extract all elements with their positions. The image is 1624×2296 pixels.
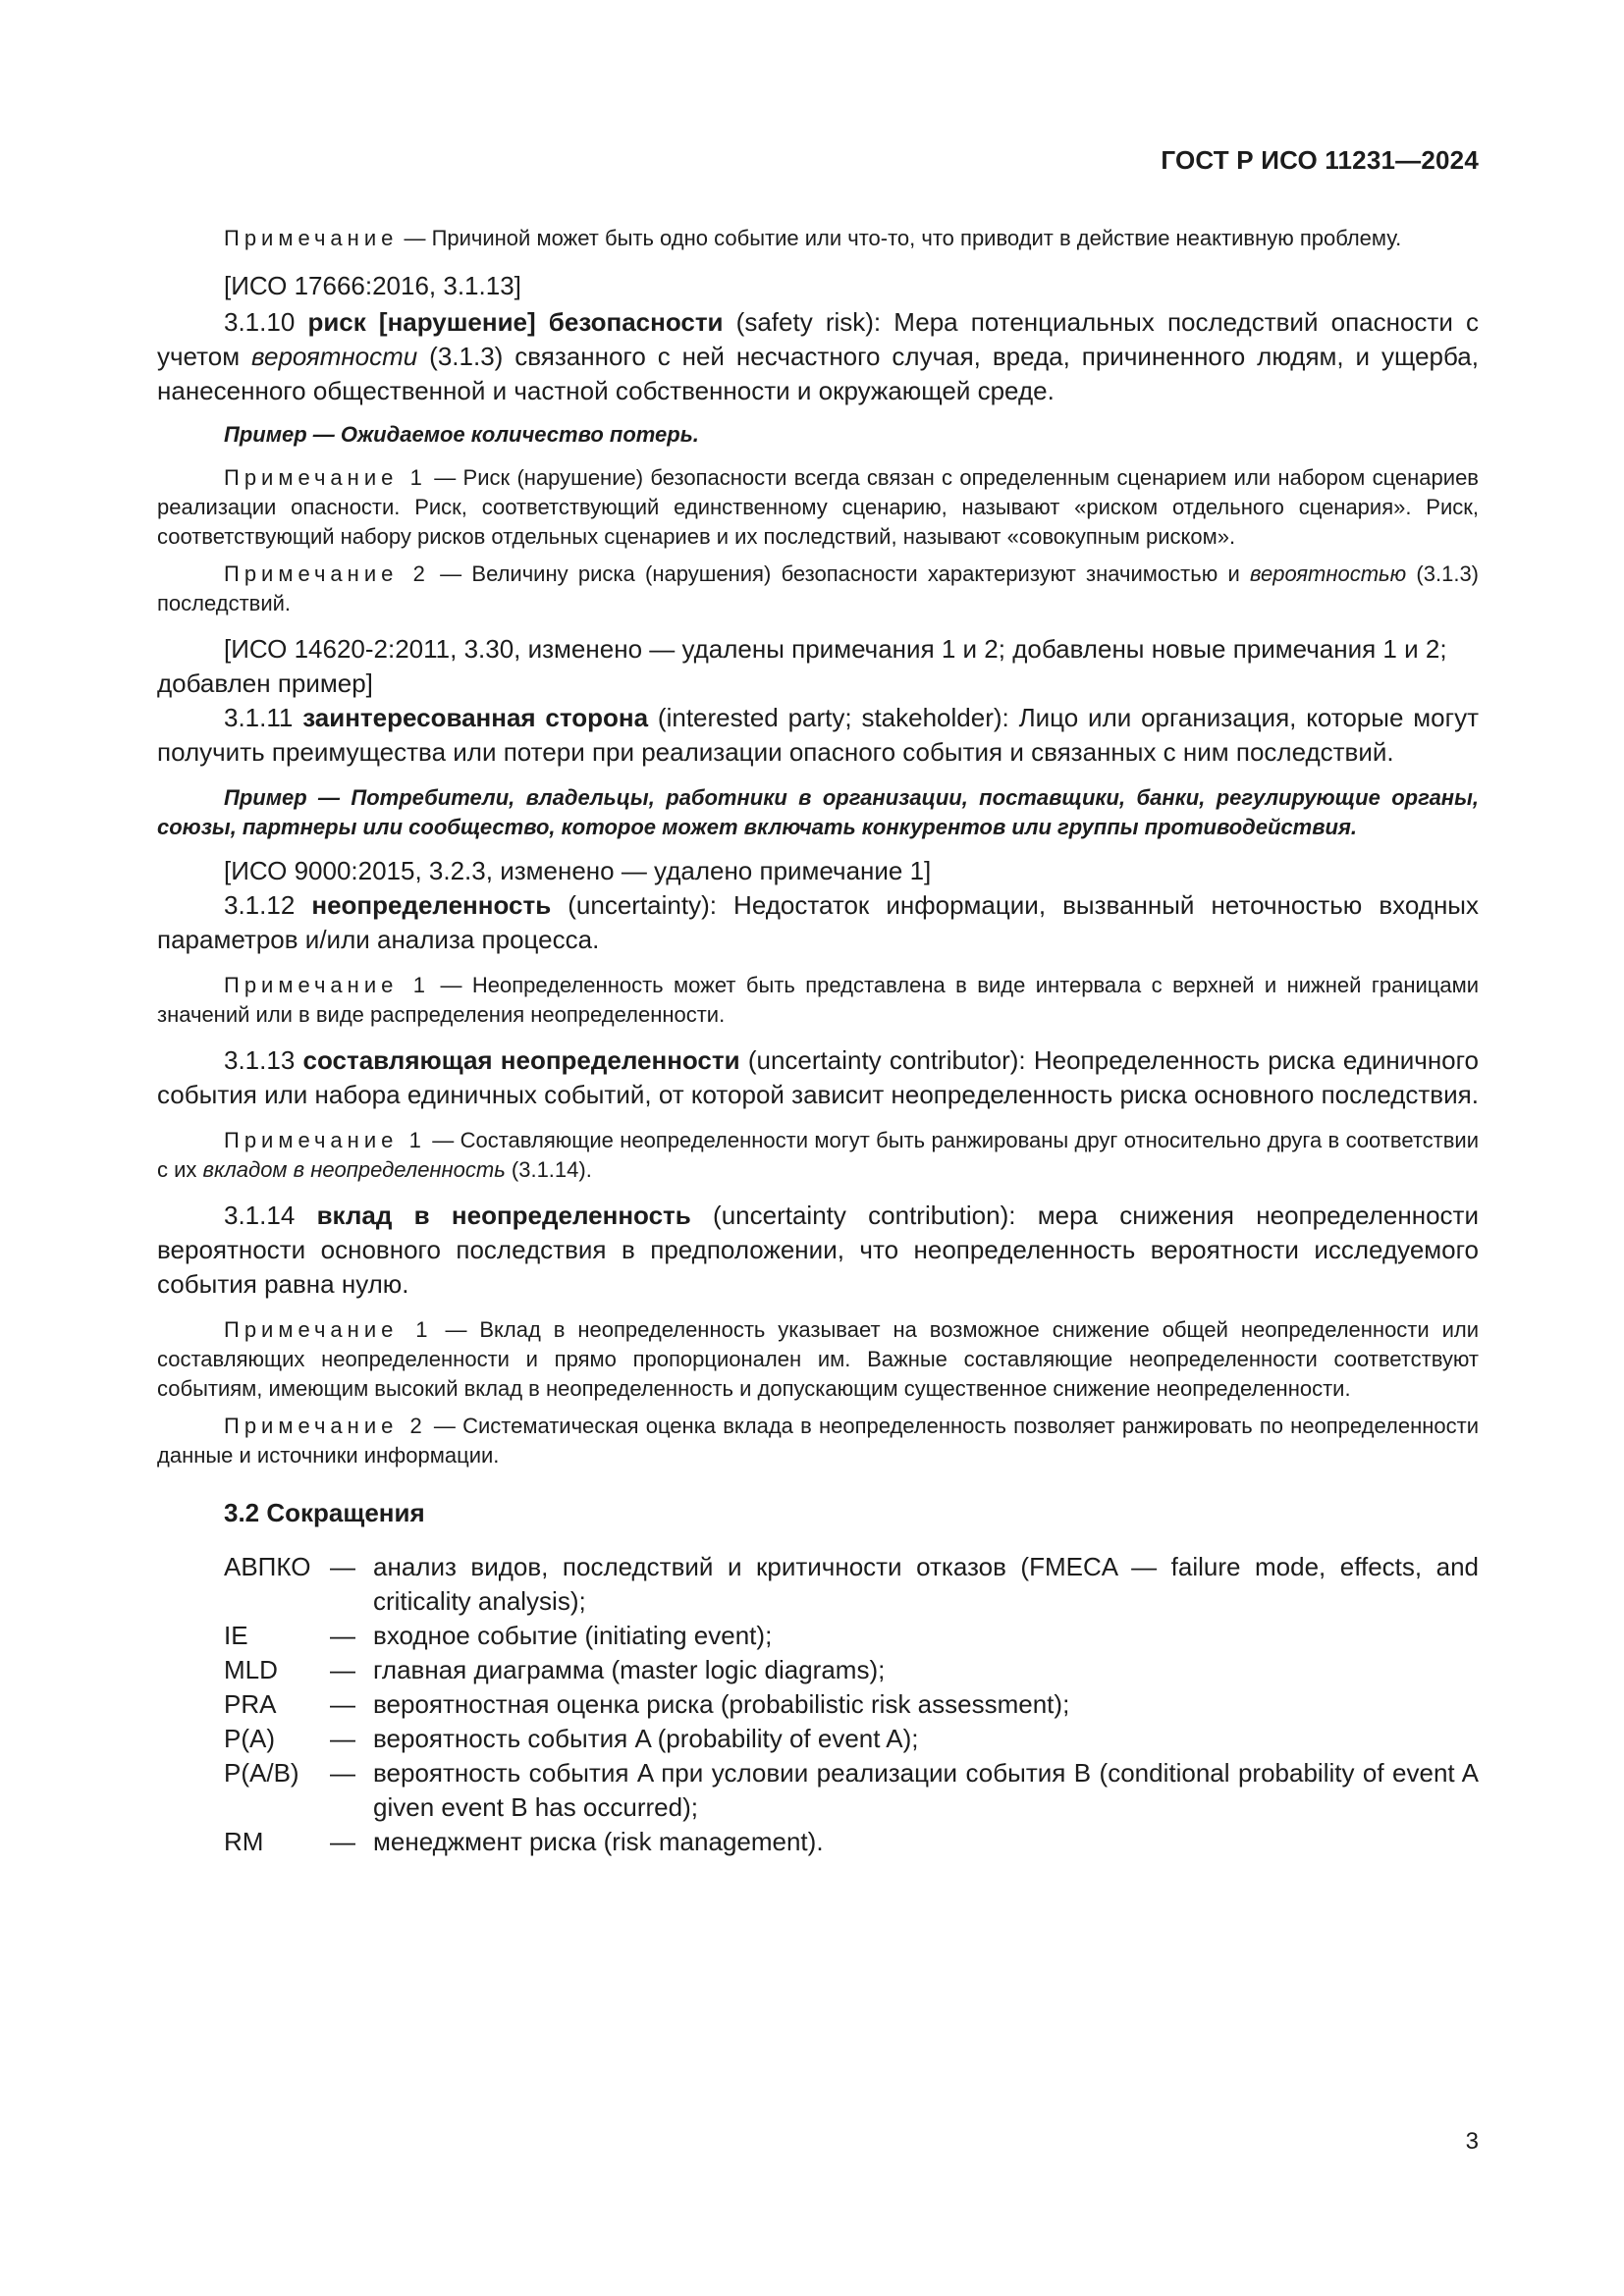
- note-text: — Причиной может быть одно событие или что-то, что приводит в действие неактивную проблему.: [398, 226, 1402, 250]
- term-english: (uncertainty contributor):: [739, 1045, 1034, 1075]
- term-title: риск [нарушение] безопасности: [307, 307, 724, 337]
- document-header: ГОСТ Р ИСО 11231—2024: [1161, 145, 1479, 175]
- note-text-cont: (3.1.14).: [505, 1157, 592, 1182]
- abbreviation-code: АВПКО: [224, 1552, 311, 1581]
- abbreviation-dash: —: [330, 1552, 355, 1581]
- term-title: вклад в неопределенность: [316, 1201, 691, 1230]
- example: Пример — Потребители, владельцы, работники в организации, поставщики, банки, регулирующие органы, союзы, партнеры или сообщество, которое может включать конкурентов или группы противодействия.: [157, 785, 1479, 839]
- note-text: — Величину риска (нарушения) безопасности характеризуют значимостью и: [429, 561, 1251, 586]
- note-text: — Составляющие неопределенности могут быть ранжированы друг относительно друга в соответствии с их: [157, 1128, 1480, 1182]
- abbreviation-dash: —: [330, 1655, 355, 1684]
- note-label: Примечание 1: [224, 1317, 433, 1342]
- term-entry-3-1-13: [157, 1043, 1479, 1112]
- term-number: 3.1.10: [224, 307, 308, 337]
- note: [157, 1126, 1479, 1185]
- term-english: (uncertainty contribution):: [690, 1201, 1038, 1230]
- abbreviation-row: [224, 1825, 1479, 1859]
- term-entry-3-1-10: [157, 305, 1479, 408]
- term-definition: Неопределенность риска единичного события или набора единичных событий, от которой зависит неопределенность риска основного последствия.: [157, 1045, 1480, 1109]
- note-text: — Вклад в неопределенность указывает на возможное снижение общей неопределенности или составляющих неопределенности и прямо пропорционален им. Важные составляющие неопределенности соответствуют событиям, имеющим высокий вклад в неопределенность и допускающим существенное снижение неопределенности.: [157, 1317, 1480, 1401]
- term-definition: Недостаток информации, вызванный неточностью входных параметров и/или анализа процесса.: [157, 890, 1479, 954]
- abbreviation-description: главная диаграмма (master logic diagrams);: [373, 1655, 886, 1684]
- note: [157, 463, 1479, 552]
- abbreviation-description: вероятностная оценка риска (probabilistic risk assessment);: [373, 1689, 1070, 1719]
- abbreviation-row: [224, 1687, 1479, 1722]
- abbreviation-row: [224, 1756, 1479, 1825]
- abbreviation-code: P(A): [224, 1724, 275, 1753]
- term-definition: Мера потенциальных последствий опасности с учетом: [157, 307, 1480, 371]
- term-title: заинтересованная сторона: [302, 703, 649, 732]
- note: [157, 224, 1479, 253]
- abbreviation-code: MLD: [224, 1655, 278, 1684]
- abbreviation-code: RM: [224, 1827, 264, 1856]
- abbreviation-dash: —: [330, 1621, 355, 1650]
- term-definition: Лицо или организация, которые могут получить преимущества или потери при реализации опасного события и связанных с ним последствий.: [157, 703, 1479, 767]
- abbreviations-list: [224, 1550, 1479, 1859]
- abbreviation-description: менеджмент риска (risk management).: [373, 1827, 824, 1856]
- term-english: (interested party; stakeholder):: [648, 703, 1019, 732]
- page-number: 3: [1465, 2128, 1479, 2155]
- note-text: — Риск (нарушение) безопасности всегда связан с определенным сценарием или набором сценариев реализации опасности. Риск, соответствующий единственному сценарию, называют «риском отдельного сценария». Риск, соответствующий набору рисков отдельных сценариев и их последствий, называют «совокупным риском».: [157, 465, 1479, 549]
- term-crossref: вероятности: [251, 342, 418, 371]
- source-reference: [ИСО 14620-2:2011, 3.30, изменено — удалены примечания 1 и 2; добавлены новые примечания 1 и 2; добавлен пример]: [157, 634, 1447, 698]
- note-crossref: вероятностью: [1250, 561, 1407, 586]
- example: Пример — Ожидаемое количество потерь.: [224, 422, 699, 447]
- note-crossref: вкладом в неопределенность: [202, 1157, 506, 1182]
- term-title: составляющая неопределенности: [302, 1045, 740, 1075]
- note: [157, 1412, 1479, 1470]
- note: [157, 560, 1479, 618]
- abbreviation-dash: —: [330, 1724, 355, 1753]
- term-definition-cont: (3.1.3) связанного с ней несчастного случая, вреда, причиненного людям, и ущерба, нанесенного общественной и частной собственности и окружающей среде.: [157, 342, 1479, 405]
- term-english: (uncertainty):: [551, 890, 734, 920]
- note-label: Примечание 2: [224, 1414, 427, 1438]
- note-label: Примечание: [224, 226, 399, 250]
- term-title: неопределенность: [311, 890, 552, 920]
- abbreviation-row: [224, 1550, 1479, 1619]
- abbreviation-row: [224, 1653, 1479, 1687]
- note-text: — Систематическая оценка вклада в неопределенность позволяет ранжировать по неопределенности данные и источники информации.: [157, 1414, 1479, 1468]
- term-entry-3-1-12: [157, 888, 1479, 957]
- term-number: 3.1.14: [224, 1201, 317, 1230]
- abbreviation-dash: —: [330, 1758, 355, 1788]
- abbreviation-dash: —: [330, 1827, 355, 1856]
- term-number: 3.1.13: [224, 1045, 303, 1075]
- abbreviation-code: P(A/B): [224, 1758, 299, 1788]
- abbreviation-description: входное событие (initiating event);: [373, 1621, 773, 1650]
- abbreviation-description: вероятность события A при условии реализации события B (conditional probability of event A given event B has occurred);: [373, 1758, 1479, 1822]
- note-label: Примечание 1: [224, 973, 431, 997]
- note-label: Примечание 1: [224, 1128, 426, 1152]
- abbreviation-code: IE: [224, 1621, 248, 1650]
- term-english: (safety risk):: [723, 307, 894, 337]
- abbreviation-description: вероятность события A (probability of event A);: [373, 1724, 919, 1753]
- note-text-cont: (3.1.3) последствий.: [157, 561, 1479, 615]
- abbreviation-dash: —: [330, 1689, 355, 1719]
- source-reference: [ИСО 17666:2016, 3.1.13]: [224, 271, 521, 300]
- abbreviation-code: PRA: [224, 1689, 277, 1719]
- document-body: [157, 224, 1479, 1859]
- section-title: 3.2 Сокращения: [224, 1498, 425, 1527]
- note: [157, 1315, 1479, 1404]
- term-number: 3.1.12: [224, 890, 312, 920]
- term-definition: мера снижения неопределенности вероятности основного последствия в предположении, что неопределенность вероятности исследуемого события равна нулю.: [157, 1201, 1479, 1299]
- term-number: 3.1.11: [224, 703, 303, 732]
- abbreviation-row: [224, 1722, 1479, 1756]
- note: [157, 971, 1479, 1030]
- note-label: Примечание 2: [224, 561, 430, 586]
- note-label: Примечание 1: [224, 465, 427, 490]
- source-reference: [ИСО 9000:2015, 3.2.3, изменено — удалено примечание 1]: [224, 856, 932, 885]
- note-text: — Неопределенность может быть представлена в виде интервала с верхней и нижней границами значений или в виде распределения неопределенности.: [157, 973, 1480, 1027]
- term-entry-3-1-11: [157, 701, 1479, 770]
- term-entry-3-1-14: [157, 1199, 1479, 1302]
- abbreviation-description: анализ видов, последствий и критичности отказов (FMECA — failure mode, effects, and criticality analysis);: [373, 1552, 1479, 1616]
- abbreviation-row: [224, 1619, 1479, 1653]
